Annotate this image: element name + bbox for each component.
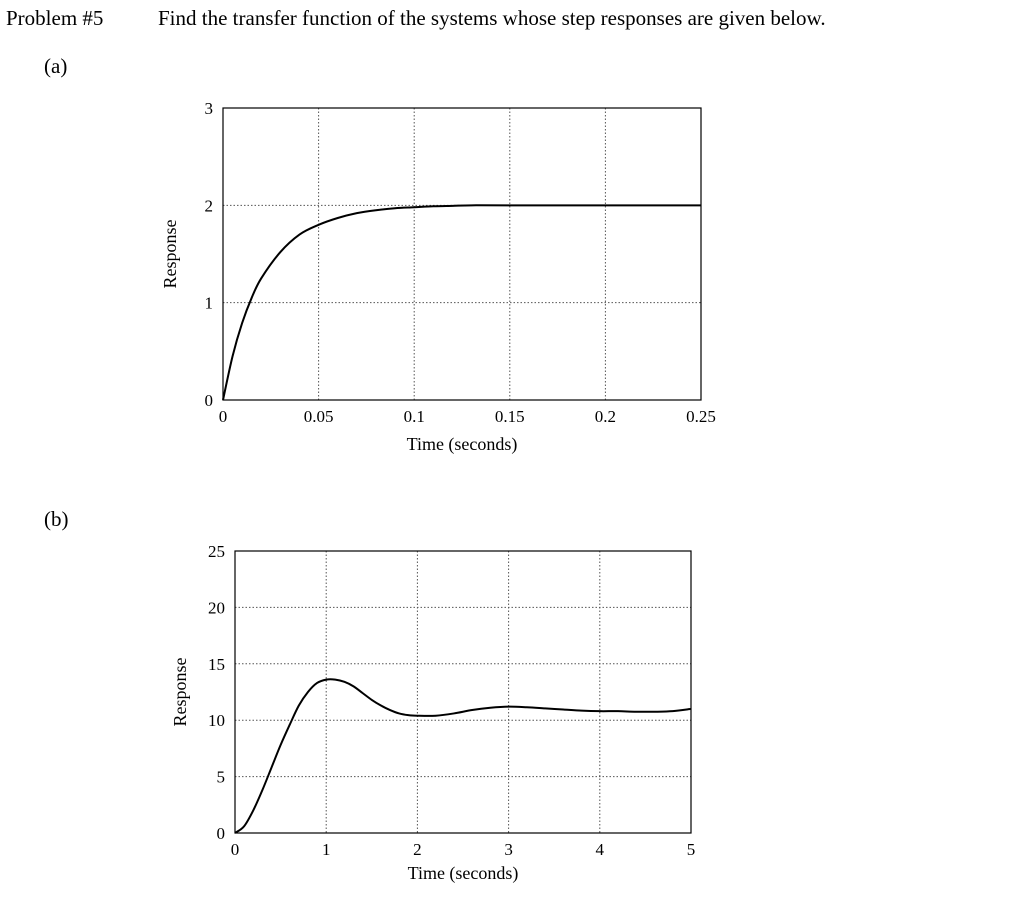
chart-a-xlabel: Time (seconds) (406, 434, 518, 454)
chart-b-xtick-label: 1 (321, 840, 331, 859)
chart-a-ytick-label: 0 (204, 391, 213, 410)
chart-a-xtick-label: 0.1 (403, 407, 425, 426)
problem-statement: Find the transfer function of the systems whose step responses are given below. (158, 6, 826, 30)
chart-b-series-line-0 (235, 679, 691, 833)
chart-b-xtick-label: 4 (595, 840, 605, 859)
chart-a-xtick-label: 0 (218, 407, 228, 426)
chart-b-ytick-label: 25 (208, 542, 225, 561)
part-label-b: (b) (44, 507, 69, 531)
chart-b-xtick-label: 5 (686, 840, 696, 859)
part-label-a: (a) (44, 54, 68, 78)
chart-a-ylabel: Response (160, 219, 180, 289)
chart-b-ytick-label: 5 (216, 767, 225, 787)
chart-a-xtick-label: 0.05 (303, 407, 334, 426)
chart-b-xtick-label: 0 (230, 840, 240, 859)
chart-b-ytick-label: 0 (216, 824, 225, 843)
chart-a-frame (223, 108, 701, 400)
chart-a-xtick-label: 0.15 (494, 407, 525, 426)
chart-b-ytick-label: 15 (208, 654, 225, 674)
chart-b-xlabel: Time (seconds) (407, 863, 519, 883)
chart-b-ytick-label: 10 (208, 711, 225, 731)
chart-b-ytick-label: 20 (208, 598, 225, 618)
chart-a-ytick-label: 3 (204, 99, 213, 118)
chart-a-xtick-label: 0.25 (686, 407, 716, 426)
chart-a-ytick-label: 1 (204, 293, 213, 313)
chart-b-ylabel: Response (170, 657, 190, 727)
problem-number: Problem #5 (6, 6, 104, 30)
chart-a-xtick-label: 0.2 (594, 407, 617, 426)
chart-b-frame (235, 551, 691, 833)
chart-a-ytick-label: 2 (204, 196, 213, 216)
chart-b-xtick-label: 3 (504, 840, 513, 859)
chart-b-xtick-label: 2 (413, 840, 422, 859)
